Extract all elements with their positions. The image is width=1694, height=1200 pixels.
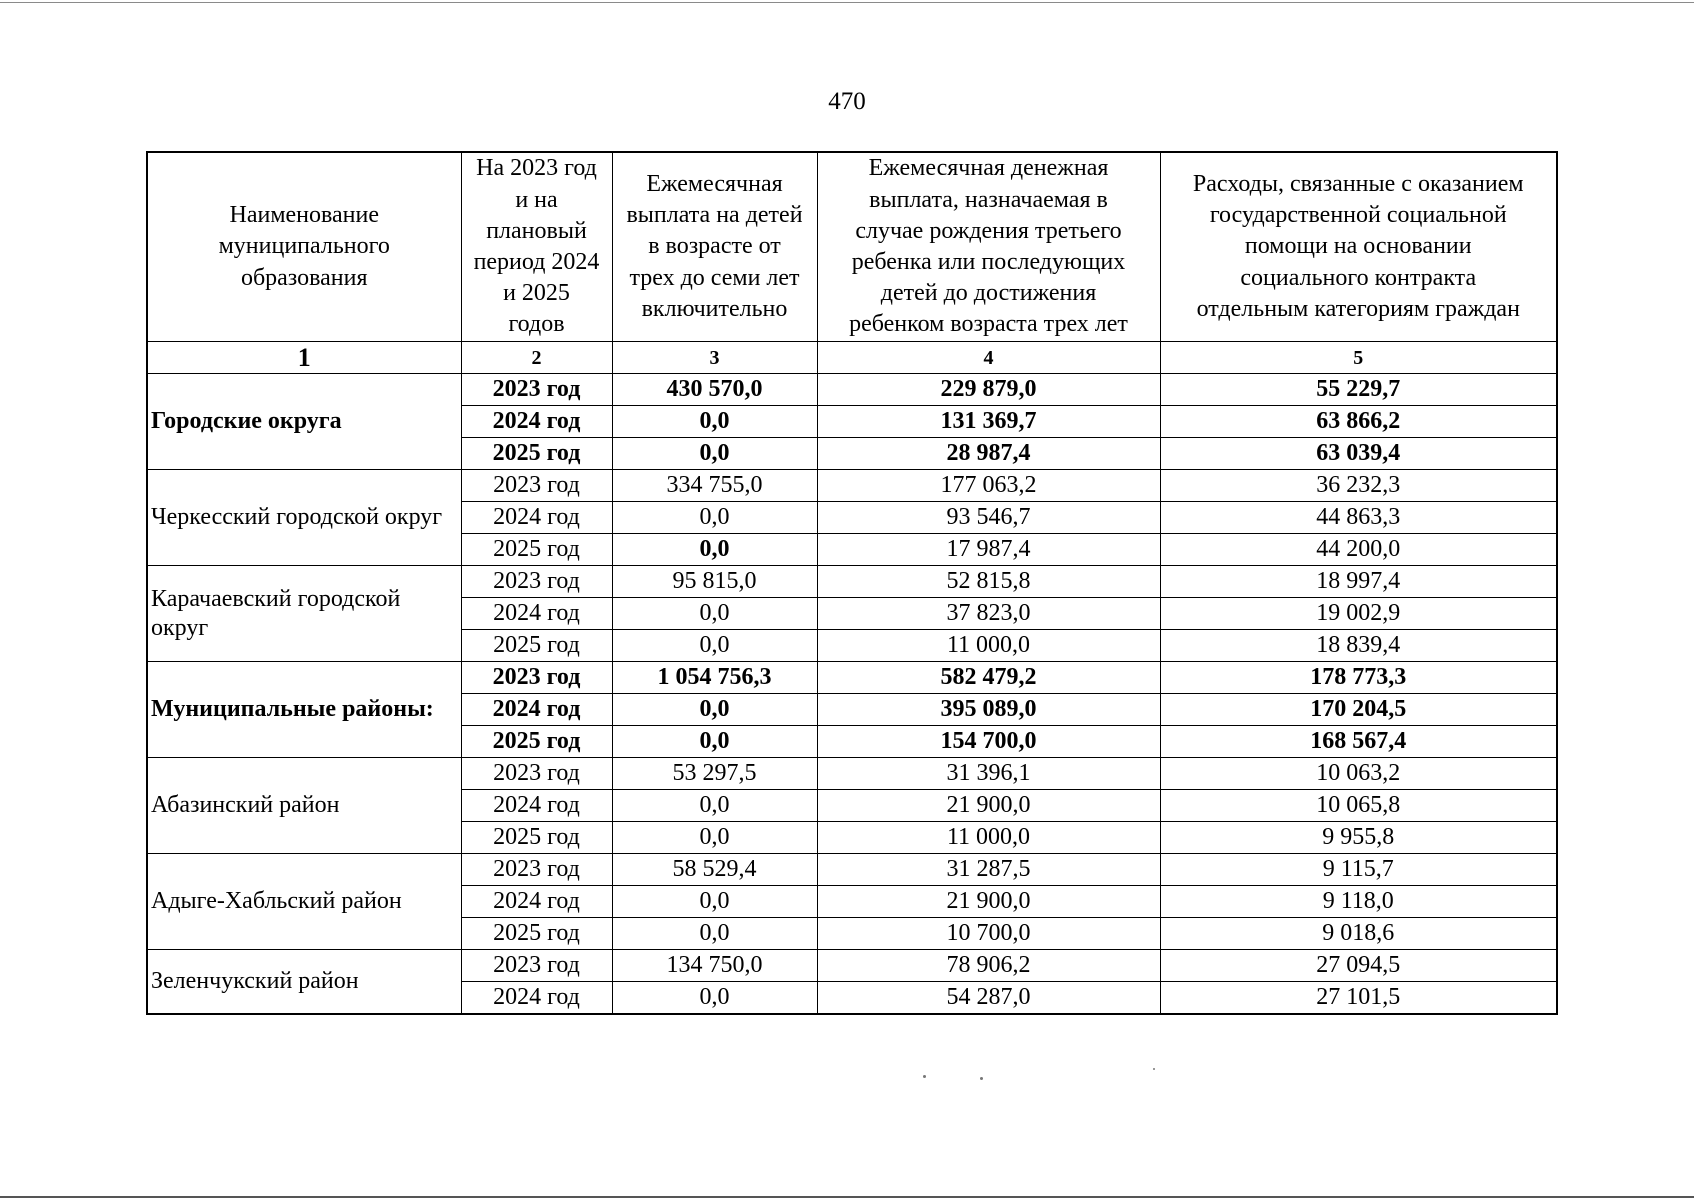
social-contract-value: 9 955,8 — [1160, 822, 1557, 854]
child-payment-value: 0,0 — [612, 822, 817, 854]
child-payment-value: 0,0 — [612, 630, 817, 662]
header-child-payment: Ежемесячная выплата на детей в возрасте от трех до семи лет включительно — [612, 152, 817, 342]
social-contract-value: 10 063,2 — [1160, 758, 1557, 790]
table-header-row — [147, 152, 1557, 342]
year-cell: 2024 год — [461, 502, 612, 534]
year-cell: 2023 год — [461, 854, 612, 886]
scan-speck — [980, 1077, 983, 1080]
year-cell: 2025 год — [461, 438, 612, 470]
table-row — [147, 758, 1557, 790]
third-child-payment-value: 21 900,0 — [817, 790, 1160, 822]
column-number: 3 — [612, 342, 817, 374]
year-cell: 2023 год — [461, 950, 612, 982]
header-social-contract: Расходы, связанные с оказанием государственной социальной помощи на основании социального контракта отдельным категориям граждан — [1160, 152, 1557, 342]
child-payment-value: 0,0 — [612, 694, 817, 726]
child-payment-value: 0,0 — [612, 534, 817, 566]
social-contract-value: 9 115,7 — [1160, 854, 1557, 886]
table-row — [147, 470, 1557, 502]
third-child-payment-value: 52 815,8 — [817, 566, 1160, 598]
municipality-name: Городские округа — [147, 374, 461, 470]
social-contract-value: 18 839,4 — [1160, 630, 1557, 662]
column-number-row — [147, 342, 1557, 374]
table-row — [147, 950, 1557, 982]
year-cell: 2024 год — [461, 790, 612, 822]
child-payment-value: 430 570,0 — [612, 374, 817, 406]
municipality-name: Абазинский район — [147, 758, 461, 854]
social-contract-value: 9 118,0 — [1160, 886, 1557, 918]
year-cell: 2024 год — [461, 406, 612, 438]
scan-edge-bottom — [0, 1196, 1694, 1198]
social-contract-value: 63 866,2 — [1160, 406, 1557, 438]
header-municipality: Наименование муниципального образования — [147, 152, 461, 342]
third-child-payment-value: 37 823,0 — [817, 598, 1160, 630]
year-cell: 2023 год — [461, 758, 612, 790]
child-payment-value: 0,0 — [612, 598, 817, 630]
table-row — [147, 566, 1557, 598]
child-payment-value: 53 297,5 — [612, 758, 817, 790]
third-child-payment-value: 177 063,2 — [817, 470, 1160, 502]
third-child-payment-value: 93 546,7 — [817, 502, 1160, 534]
child-payment-value: 0,0 — [612, 406, 817, 438]
third-child-payment-value: 78 906,2 — [817, 950, 1160, 982]
third-child-payment-value: 28 987,4 — [817, 438, 1160, 470]
third-child-payment-value: 31 396,1 — [817, 758, 1160, 790]
social-contract-value: 27 094,5 — [1160, 950, 1557, 982]
social-contract-value: 18 997,4 — [1160, 566, 1557, 598]
year-cell: 2024 год — [461, 886, 612, 918]
year-cell: 2024 год — [461, 694, 612, 726]
table-row — [147, 374, 1557, 406]
scan-edge-top — [0, 2, 1694, 3]
child-payment-value: 1 054 756,3 — [612, 662, 817, 694]
social-contract-value: 63 039,4 — [1160, 438, 1557, 470]
social-contract-value: 44 863,3 — [1160, 502, 1557, 534]
child-payment-value: 0,0 — [612, 726, 817, 758]
year-cell: 2025 год — [461, 918, 612, 950]
scan-speck — [923, 1075, 926, 1078]
header-third-child-payment: Ежемесячная денежная выплата, назначаемая в случае рождения третьего ребенка или последующих детей до достижения ребенком возраста трех лет — [817, 152, 1160, 342]
municipality-name: Муниципальные районы: — [147, 662, 461, 758]
municipality-name: Зеленчукский район — [147, 950, 461, 1015]
social-contract-value: 168 567,4 — [1160, 726, 1557, 758]
header-period: На 2023 год и на плановый период 2024 и 2025 годов — [461, 152, 612, 342]
third-child-payment-value: 131 369,7 — [817, 406, 1160, 438]
municipality-name: Карачаевский городской округ — [147, 566, 461, 662]
year-cell: 2025 год — [461, 726, 612, 758]
child-payment-value: 134 750,0 — [612, 950, 817, 982]
social-contract-value: 19 002,9 — [1160, 598, 1557, 630]
page-number: 470 — [828, 88, 866, 115]
child-payment-value: 0,0 — [612, 790, 817, 822]
year-cell: 2023 год — [461, 566, 612, 598]
budget-table — [146, 151, 1558, 1015]
third-child-payment-value: 229 879,0 — [817, 374, 1160, 406]
year-cell: 2024 год — [461, 982, 612, 1015]
year-cell: 2023 год — [461, 470, 612, 502]
child-payment-value: 334 755,0 — [612, 470, 817, 502]
third-child-payment-value: 21 900,0 — [817, 886, 1160, 918]
child-payment-value: 0,0 — [612, 886, 817, 918]
table-row — [147, 662, 1557, 694]
year-cell: 2025 год — [461, 534, 612, 566]
table-body — [147, 374, 1557, 1015]
year-cell: 2023 год — [461, 374, 612, 406]
third-child-payment-value: 395 089,0 — [817, 694, 1160, 726]
social-contract-value: 27 101,5 — [1160, 982, 1557, 1015]
column-number: 5 — [1160, 342, 1557, 374]
third-child-payment-value: 11 000,0 — [817, 630, 1160, 662]
social-contract-value: 170 204,5 — [1160, 694, 1557, 726]
social-contract-value: 178 773,3 — [1160, 662, 1557, 694]
third-child-payment-value: 54 287,0 — [817, 982, 1160, 1015]
municipality-name: Черкесский городской округ — [147, 470, 461, 566]
year-cell: 2025 год — [461, 822, 612, 854]
social-contract-value: 10 065,8 — [1160, 790, 1557, 822]
scan-speck — [1153, 1068, 1155, 1070]
child-payment-value: 58 529,4 — [612, 854, 817, 886]
column-number: 1 — [147, 342, 461, 374]
child-payment-value: 0,0 — [612, 502, 817, 534]
third-child-payment-value: 154 700,0 — [817, 726, 1160, 758]
third-child-payment-value: 10 700,0 — [817, 918, 1160, 950]
child-payment-value: 0,0 — [612, 982, 817, 1015]
social-contract-value: 9 018,6 — [1160, 918, 1557, 950]
year-cell: 2025 год — [461, 630, 612, 662]
social-contract-value: 44 200,0 — [1160, 534, 1557, 566]
column-number: 2 — [461, 342, 612, 374]
year-cell: 2024 год — [461, 598, 612, 630]
third-child-payment-value: 582 479,2 — [817, 662, 1160, 694]
municipality-name: Адыге-Хабльский район — [147, 854, 461, 950]
third-child-payment-value: 11 000,0 — [817, 822, 1160, 854]
child-payment-value: 95 815,0 — [612, 566, 817, 598]
column-number: 4 — [817, 342, 1160, 374]
third-child-payment-value: 31 287,5 — [817, 854, 1160, 886]
third-child-payment-value: 17 987,4 — [817, 534, 1160, 566]
table-row — [147, 854, 1557, 886]
social-contract-value: 36 232,3 — [1160, 470, 1557, 502]
social-contract-value: 55 229,7 — [1160, 374, 1557, 406]
child-payment-value: 0,0 — [612, 918, 817, 950]
year-cell: 2023 год — [461, 662, 612, 694]
child-payment-value: 0,0 — [612, 438, 817, 470]
